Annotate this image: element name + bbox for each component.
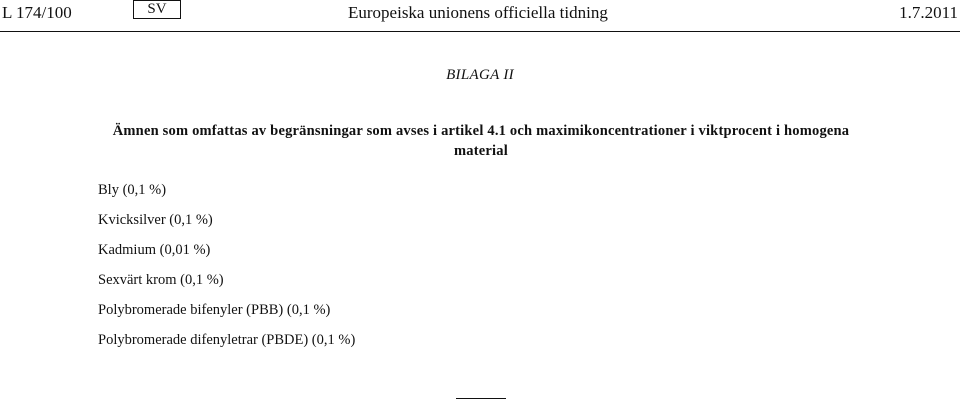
list-item: Polybromerade bifenyler (PBB) (0,1 %) bbox=[98, 302, 331, 318]
page-reference: L 174/100 bbox=[2, 3, 72, 22]
list-item: Kadmium (0,01 %) bbox=[98, 242, 211, 258]
substance-list bbox=[98, 182, 355, 362]
annex-title: BILAGA II bbox=[446, 67, 514, 83]
header-divider bbox=[0, 31, 960, 32]
language-badge: SV bbox=[133, 0, 181, 19]
publication-date: 1.7.2011 bbox=[899, 3, 958, 22]
list-item: Kvicksilver (0,1 %) bbox=[98, 212, 213, 228]
journal-title: Europeiska unionens officiella tidning bbox=[348, 3, 608, 22]
list-item: Polybromerade difenyletrar (PBDE) (0,1 %) bbox=[98, 332, 356, 348]
list-item: Bly (0,1 %) bbox=[98, 182, 167, 198]
page-header bbox=[0, 0, 960, 30]
end-divider bbox=[456, 398, 506, 399]
list-item: Sexvärt krom (0,1 %) bbox=[98, 272, 224, 288]
section-heading: Ämnen som omfattas av begränsningar som avses i artikel 4.1 och maximikoncentrationer i viktprocent i homogena material bbox=[112, 123, 850, 159]
